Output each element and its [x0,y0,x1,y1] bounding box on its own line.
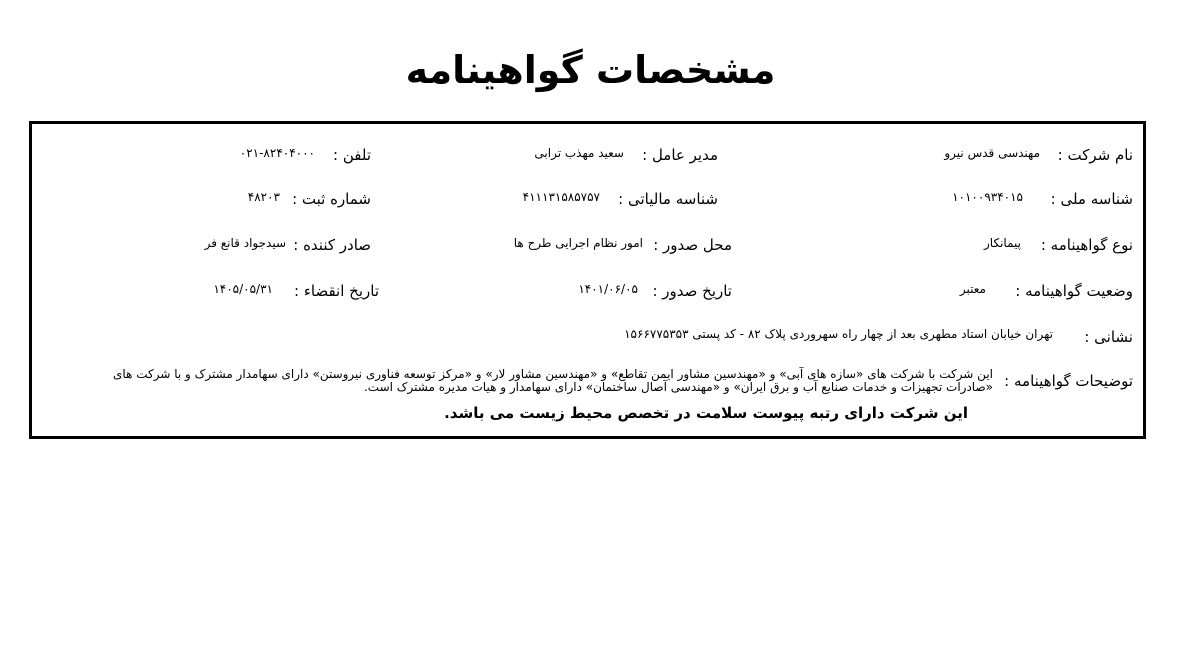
issue-place-label: محل صدور : [653,236,732,254]
issuer-label: صادر کننده : [293,236,371,254]
description-text: این شرکت با شرکت های «سازه های آبی» و «مهندسین مشاور ایمن تقاطع» و «مهندسین مشاور لار» و «مرکز توسعه فناوری نیروستن» دارای سهامدار مشترک و با شرکت های «صادرات تجهیزات و خدمات صنایع آب و برق ایران» و «مهندسی آصال ساختمان» دارای سهامدار و هیات مدیره مشترک است. [113,367,993,394]
company-name-value: مهندسی قدس نیرو [944,146,1040,160]
issue-place-value: امور نظام اجرایی طرح ها [513,236,643,250]
phone-label: تلفن : [333,146,371,164]
company-name-label: نام شرکت : [1057,146,1133,164]
description-bold-note: این شرکت دارای رتبه پیوست سلامت در تخصص محیط زیست می باشد. [444,404,968,422]
expiry-date-value: ۱۴۰۵/۰۵/۳۱ [213,282,273,296]
address-value: تهران خیابان استاد مطهری بعد از چهار راه سهروردی پلاک ۸۲ - کد پستی ۱۵۶۶۷۷۵۳۵۳ [624,327,1053,341]
certificate-details-box [29,121,1146,439]
certificate-type-value: پیمانکار [984,236,1021,250]
ceo-value: سعید مهذب ترابی [534,146,624,160]
national-id-label: شناسه ملی : [1050,190,1133,208]
expiry-date-label: تاریخ انقضاء : [294,282,379,300]
certificate-type-label: نوع گواهینامه : [1040,236,1133,254]
certificate-status-value: معتبر [959,282,986,296]
national-id-value: ۱۰۱۰۰۹۳۴۰۱۵ [952,190,1023,204]
certificate-status-label: وضعیت گواهینامه : [1015,282,1133,300]
phone-value: ۰۲۱-۸۲۴۰۴۰۰۰ [239,146,315,160]
issue-date-value: ۱۴۰۱/۰۶/۰۵ [578,282,638,296]
tax-id-value: ۴۱۱۱۳۱۵۸۵۷۵۷ [522,190,600,204]
tax-id-label: شناسه مالیاتی : [618,190,718,208]
registration-number-label: شماره ثبت : [292,190,371,208]
page-title: مشخصات گواهینامه [405,48,776,92]
registration-number-value: ۴۸۲۰۳ [247,190,280,204]
description-label: توضیحات گواهینامه : [1004,372,1133,390]
issuer-value: سیدجواد قانع فر [204,236,286,250]
ceo-label: مدیر عامل : [642,146,718,164]
issue-date-label: تاریخ صدور : [652,282,732,300]
address-label: نشانی : [1084,328,1133,346]
